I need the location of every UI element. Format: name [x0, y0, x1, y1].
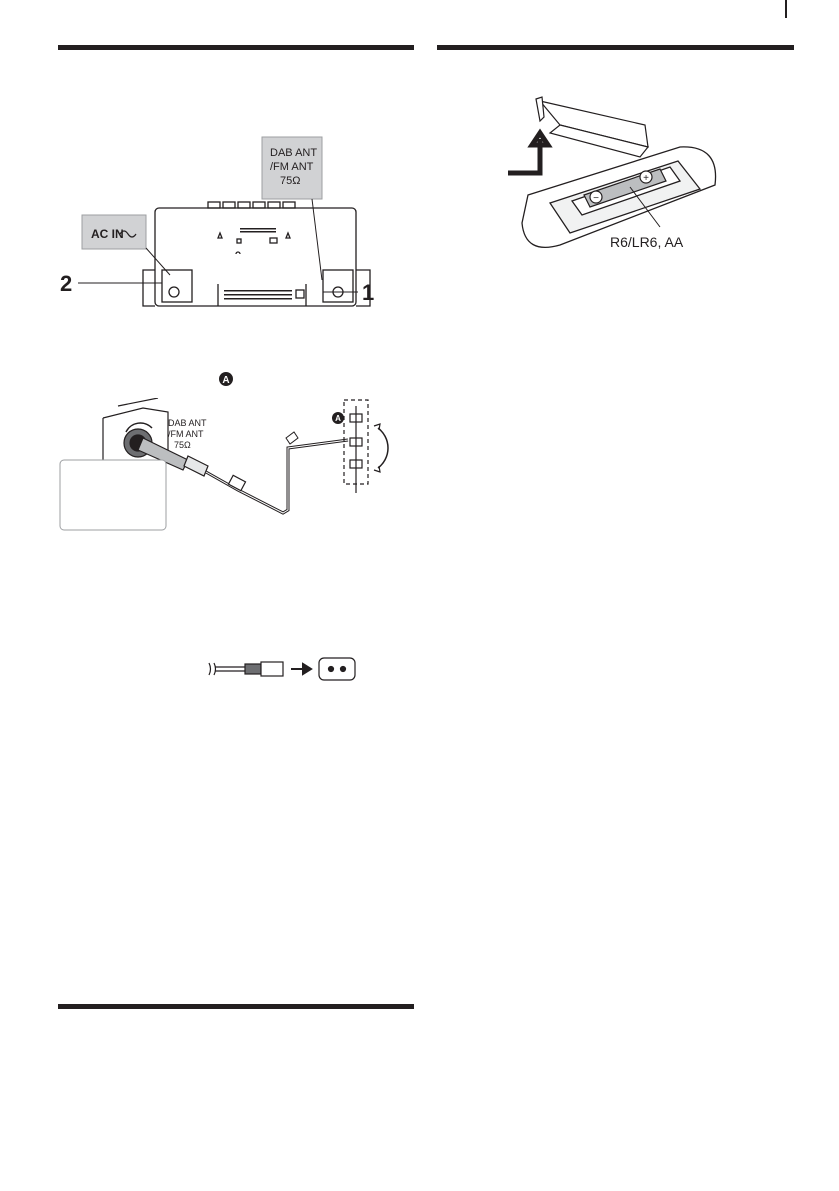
- plus-symbol: +: [643, 173, 649, 184]
- remote-battery-illustration: [500, 95, 740, 295]
- section-rule-bottom-left: [58, 1004, 414, 1009]
- marker-a-inline-label: A: [222, 375, 230, 386]
- up-arrow-icon: [508, 133, 548, 173]
- battery-size-label: R6/LR6, AA: [610, 234, 684, 250]
- arrow-right-icon: [291, 664, 311, 674]
- step-1-label: 1: [362, 280, 375, 305]
- battery-cover: [536, 97, 648, 157]
- minus-symbol: −: [593, 193, 599, 204]
- antenna-cable: [206, 440, 348, 513]
- section-rule-top-left: [58, 45, 414, 50]
- wall-mount: [344, 400, 388, 493]
- marker-a-diagram-label: A: [335, 414, 341, 423]
- vent-grille-top: [240, 228, 276, 233]
- page-corner-mark: [785, 0, 787, 18]
- antenna-label-line-1: DAB ANT: [270, 147, 318, 159]
- ac-in-callout: [82, 215, 170, 275]
- power-plug-icon: [209, 662, 283, 676]
- jack-label-line-3: 75Ω: [174, 440, 191, 450]
- jack-label-line-1: DAB ANT: [168, 418, 207, 428]
- antenna-connection-illustration: [58, 398, 398, 533]
- note-box: [60, 460, 166, 530]
- power-plug-illustration: [205, 655, 360, 683]
- jack-label-line-2: /FM ANT: [168, 429, 204, 439]
- vent-grille-bottom: [224, 290, 292, 300]
- section-rule-top-right: [437, 45, 794, 50]
- antenna-label-line-2: /FM ANT: [270, 161, 314, 173]
- step-2-label: 2: [60, 271, 73, 296]
- rear-panel-illustration: [58, 130, 398, 320]
- ac-in-label: AC IN: [91, 227, 124, 241]
- ac-inlet-icon: [319, 658, 355, 680]
- antenna-label-line-3: 75Ω: [280, 175, 301, 187]
- marker-a-inline: [218, 371, 234, 387]
